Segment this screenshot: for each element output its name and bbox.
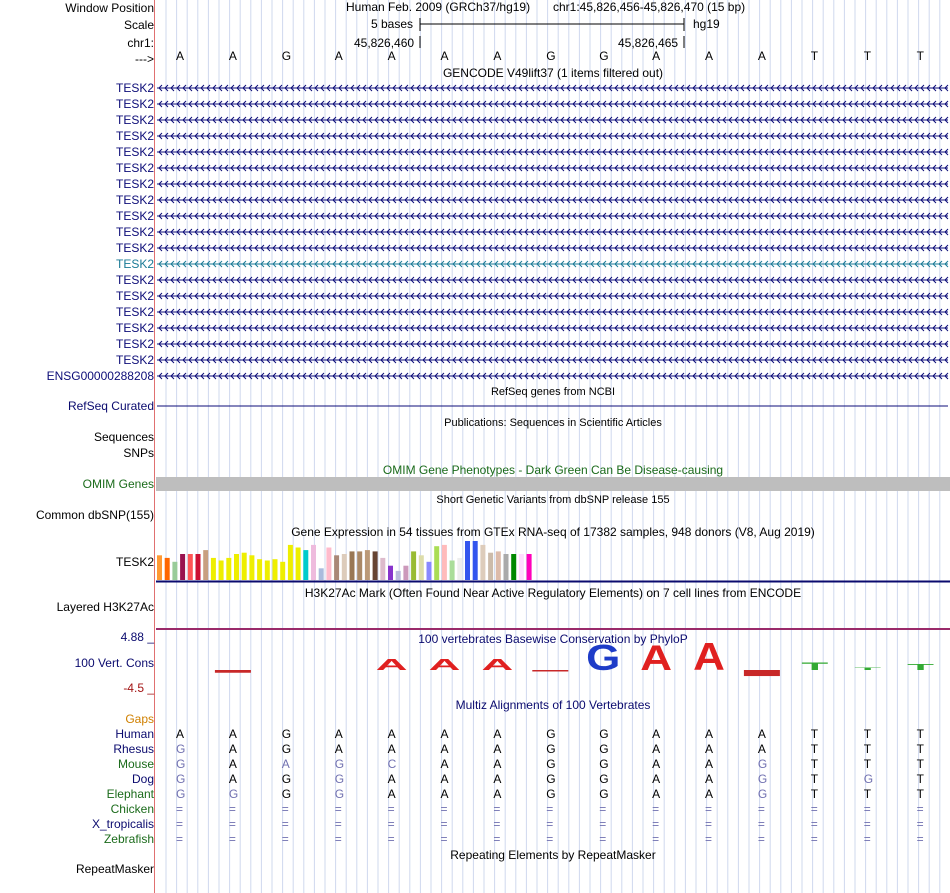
alignment-base: T [810,787,819,801]
base-letter: A [440,49,449,63]
phylop-letter: T [907,662,935,672]
alignment-base: G [546,772,556,786]
omim-bar [156,477,950,491]
alignment-base: A [652,772,661,786]
alignment-base: = [440,832,448,846]
alignment-base: A [652,727,661,741]
gtex-bar [357,551,362,580]
species-label[interactable]: Rhesus [113,742,154,756]
alignment-base: T [916,757,924,771]
alignment-base: G [176,757,186,771]
gtex-bar [257,559,262,580]
alignment-base: A [440,727,449,741]
gtex-bar [527,554,532,580]
alignment-base: A [757,742,766,756]
scale-text: 5 bases [371,17,414,31]
alignment-base: = [228,802,236,816]
alignment-base: A [228,757,237,771]
phylop-letter: A [481,655,514,674]
gene-label[interactable]: TESK2 [115,177,154,191]
alignment-base: = [387,832,395,846]
alignment-base: = [705,832,713,846]
gtex-bar [442,545,447,580]
alignment-base: A [334,742,343,756]
gtex-bar [196,554,201,580]
gtex-bar [488,553,493,580]
phylop-negative-bar [532,670,568,672]
phylop-letter: T [801,660,829,673]
alignment-base: = [334,802,342,816]
phylop-track-title[interactable]: 100 vertebrates Basewise Conservation by PhyloP [418,632,688,646]
gene-label[interactable]: TESK2 [115,321,154,335]
species-label[interactable]: Dog [131,772,154,786]
gtex-bar [388,566,393,580]
alignment-base: T [916,772,924,786]
strand-arrow-label: ---> [135,52,154,66]
alignment-base: G [599,787,609,801]
alignment-base: = [652,817,660,831]
alignment-base: T [810,757,819,771]
gtex-bar [427,562,432,580]
alignment-base: T [810,727,819,741]
layered-h3k27ac-label[interactable]: Layered H3K27Ac [56,600,154,614]
gene-label[interactable]: TESK2 [115,305,154,319]
gtex-bar [496,551,501,580]
alignment-base: = [493,817,501,831]
species-label[interactable]: X_tropicalis [91,817,154,831]
common-dbsnp-label[interactable]: Common dbSNP(155) [35,508,154,522]
gtex-bar [396,571,401,580]
alignment-base: = [599,817,607,831]
alignment-base: = [281,802,289,816]
refseq-track-title[interactable]: RefSeq genes from NCBI [490,386,616,398]
scale-label: Scale [123,18,154,32]
phylop-letter: G [586,637,621,679]
base-letter: A [176,49,185,63]
alignment-base: G [546,742,556,756]
alignment-base: T [863,742,872,756]
position-text: chr1:45,826,456-45,826,470 (15 bp) [553,0,746,14]
alignment-base: G [546,787,556,801]
phylop-letter: T [854,667,882,671]
alignment-base: = [757,817,765,831]
gtex-bar [249,555,254,580]
alignment-base: A [228,742,237,756]
alignment-base: T [863,757,872,771]
gtex-bar [326,548,331,581]
gaps-label[interactable]: Gaps [125,712,154,726]
alignment-base: = [228,817,236,831]
alignment-base: A [387,727,396,741]
alignment-base: G [281,787,292,801]
gene-label[interactable]: TESK2 [115,129,154,143]
gene-label[interactable]: TESK2 [115,97,154,111]
cons-max-label: 4.88 _ [120,630,154,644]
alignment-base: G [228,787,239,801]
gtex-bar [157,555,162,580]
alignment-base: = [281,832,289,846]
gtex-bar [465,541,470,580]
alignment-base: G [334,787,345,801]
alignment-base: G [757,787,768,801]
gtex-bar [172,562,177,580]
assembly-text: Human Feb. 2009 (GRCh37/hg19) [346,0,531,14]
window-position-label: Window Position [65,1,154,15]
base-letter: G [546,49,556,63]
multiz-track-title[interactable]: Multiz Alignments of 100 Vertebrates [455,698,651,712]
alignment-base: A [493,742,502,756]
alignment-base: A [440,742,449,756]
alignment-base: = [810,817,818,831]
alignment-base: = [493,832,501,846]
alignment-base: G [176,772,186,786]
alignment-base: = [599,802,607,816]
gene-label[interactable]: TESK2 [115,337,154,351]
alignment-base: A [228,727,237,741]
alignment-base: = [916,832,924,846]
alignment-base: A [705,727,714,741]
gene-label[interactable]: TESK2 [115,273,154,287]
repeatmasker-label[interactable]: RepeatMasker [75,862,154,876]
alignment-base: A [281,757,290,771]
gtex-bar [480,545,485,580]
alignment-base: A [493,787,502,801]
base-letter: G [599,49,609,63]
alignment-base: A [705,772,714,786]
alignment-base: = [440,817,448,831]
species-label[interactable]: Chicken [110,802,154,816]
alignment-base: = [863,832,871,846]
alignment-base: T [863,787,872,801]
db-text: hg19 [693,17,720,31]
gtex-bar [350,551,355,580]
alignment-base: T [810,772,819,786]
alignment-base: = [863,802,871,816]
alignment-base: G [757,772,768,786]
alignment-base: A [493,772,502,786]
alignment-base: A [652,742,661,756]
gtex-bar [380,558,385,580]
gtex-track-title[interactable]: Gene Expression in 54 tissues from GTEx RNA-seq of 17382 samples, 948 donors (V8, Aug 2019) [291,525,815,539]
phylop-negative-bar [744,670,780,676]
alignment-base: = [334,832,342,846]
alignment-base: = [863,817,871,831]
alignment-base: = [334,817,342,831]
alignment-base: G [176,787,186,801]
gtex-bar [419,555,424,580]
gene-label[interactable]: TESK2 [115,289,154,303]
gene-label[interactable]: TESK2 [115,225,154,239]
gene-label[interactable]: ENSG00000288208 [46,369,154,383]
base-letter: A [652,49,661,63]
alignment-base: T [916,727,924,741]
alignment-base: G [599,772,609,786]
omim-track-title[interactable]: OMIM Gene Phenotypes - Dark Green Can Be Disease-causing [382,463,724,477]
alignment-base: A [387,772,396,786]
alignment-base: = [493,802,501,816]
alignment-base: A [493,757,502,771]
alignment-base: G [281,727,292,741]
gtex-bar [511,554,516,580]
gtex-bar [411,551,416,580]
gtex-bar [519,554,524,580]
gtex-bar [203,550,208,580]
alignment-base: = [810,802,818,816]
alignment-base: = [599,832,607,846]
h3k27ac-track-title[interactable]: H3K27Ac Mark (Often Found Near Active Regulatory Elements) on 7 cell lines from ENCODE [304,586,802,600]
alignment-base: A [705,757,714,771]
alignment-base: A [652,757,661,771]
alignment-base: = [757,802,765,816]
gene-label[interactable]: TESK2 [115,113,154,127]
alignment-base: = [176,802,184,816]
gtex-bar [403,566,408,580]
alignment-base: = [176,817,184,831]
alignment-base: A [334,727,343,741]
alignment-base: G [334,757,345,771]
alignment-base: A [440,757,449,771]
gtex-bar [457,558,462,580]
gtex-gene-label[interactable]: TESK2 [115,555,154,569]
phylop-letter: A [693,635,725,679]
alignment-base: = [916,817,924,831]
gtex-bar [311,545,316,580]
alignment-base: A [387,787,396,801]
gtex-bar [188,554,193,580]
gtex-bar [303,550,308,580]
base-letter: T [916,49,924,63]
publications-track-title[interactable]: Publications: Sequences in Scientific Articles [444,417,662,429]
base-letter: A [334,49,343,63]
gene-label[interactable]: TESK2 [115,161,154,175]
alignment-base: = [387,817,395,831]
alignment-base: G [281,772,292,786]
alignment-base: = [916,802,924,816]
phylop-letter: A [428,655,461,674]
gtex-bar [234,554,239,580]
base-letter: A [387,49,396,63]
alignment-base: = [546,832,554,846]
alignment-base: G [281,742,292,756]
gtex-bar [280,562,285,580]
base-letter: A [757,49,766,63]
dbsnp-track-title[interactable]: Short Genetic Variants from dbSNP release 155 [436,494,670,506]
gtex-bar [473,541,478,580]
alignment-base: C [387,757,397,771]
alignment-base: = [705,802,713,816]
gtex-bar [211,558,216,580]
gene-label[interactable]: TESK2 [115,241,154,255]
alignment-base: A [228,772,237,786]
gtex-bar [296,548,301,581]
gtex-bar [334,555,339,580]
gtex-bar [342,554,347,580]
alignment-base: A [440,772,449,786]
alignment-base: A [705,742,714,756]
alignment-base: = [546,802,554,816]
alignment-base: G [334,772,345,786]
alignment-base: = [652,832,660,846]
phylop-letter: A [375,655,408,674]
gtex-bar [242,553,247,580]
alignment-base: G [599,757,609,771]
repeatmasker-track-title[interactable]: Repeating Elements by RepeatMasker [450,848,656,862]
gene-label[interactable]: TESK2 [115,145,154,159]
gtex-bar [226,558,231,580]
base-letter: A [705,49,714,63]
alignment-base: A [176,727,185,741]
gtex-bar [265,561,270,581]
alignment-base: = [705,817,713,831]
species-label[interactable]: Mouse [117,757,154,771]
base-letter: T [810,49,819,63]
alignment-base: = [387,802,395,816]
alignment-base: T [916,787,924,801]
alignment-base: T [916,742,924,756]
cons-track-label[interactable]: 100 Vert. Cons [74,656,154,670]
alignment-base: T [863,727,872,741]
species-label[interactable]: Human [115,727,154,741]
species-label[interactable]: Zebrafish [103,832,154,846]
gene-label[interactable]: TESK2 [115,81,154,95]
chr-label: chr1: [127,36,154,50]
alignment-base: = [757,832,765,846]
alignment-base: G [546,757,556,771]
alignment-base: G [863,772,874,786]
gtex-bar [365,550,370,580]
gtex-bar [450,561,455,581]
base-letter: T [863,49,872,63]
alignment-base: = [546,817,554,831]
alignment-base: = [652,802,660,816]
gtex-bar [219,561,224,581]
alignment-base: A [440,787,449,801]
gene-label[interactable]: TESK2 [115,193,154,207]
alignment-base: G [599,727,609,741]
omim-genes-label[interactable]: OMIM Genes [82,477,154,491]
alignment-base: = [281,817,289,831]
gtex-bar [504,554,509,580]
alignment-base: = [176,832,184,846]
alignment-base: T [810,742,819,756]
alignment-base: = [810,832,818,846]
gtex-bar [434,546,439,580]
alignment-base: G [546,727,556,741]
snps-label[interactable]: SNPs [123,446,154,460]
alignment-base: A [493,727,502,741]
base-letter: G [281,49,292,63]
alignment-base: A [652,787,661,801]
sequences-label[interactable]: Sequences [93,430,154,444]
gtex-bar [165,558,170,580]
alignment-base: A [705,787,714,801]
phylop-negative-bar [215,670,251,673]
gene-label[interactable]: TESK2 [115,353,154,367]
refseq-curated-label[interactable]: RefSeq Curated [67,399,154,413]
gencode-track-title[interactable]: GENCODE V49lift37 (1 items filtered out) [442,66,664,80]
gene-label[interactable]: TESK2 [115,209,154,223]
gtex-bar [273,559,278,580]
alignment-base: = [228,832,236,846]
alignment-base: A [387,742,396,756]
alignment-base: A [757,727,766,741]
gene-label[interactable]: TESK2 [115,257,154,271]
alignment-base: G [757,757,768,771]
coord-right: 45,826,465 [618,36,679,50]
alignment-base: G [599,742,609,756]
gtex-bar [319,568,324,580]
alignment-base: G [176,742,186,756]
alignment-base: = [440,802,448,816]
label-divider [154,0,155,893]
cons-min-label: -4.5 _ [123,681,154,695]
coord-left: 45,826,460 [354,36,415,50]
gtex-bar [373,551,378,580]
phylop-letter: A [640,638,672,678]
gtex-bar [180,554,185,580]
base-letter: A [228,49,237,63]
gtex-bar [288,545,293,580]
species-label[interactable]: Elephant [106,787,154,801]
base-letter: A [493,49,502,63]
